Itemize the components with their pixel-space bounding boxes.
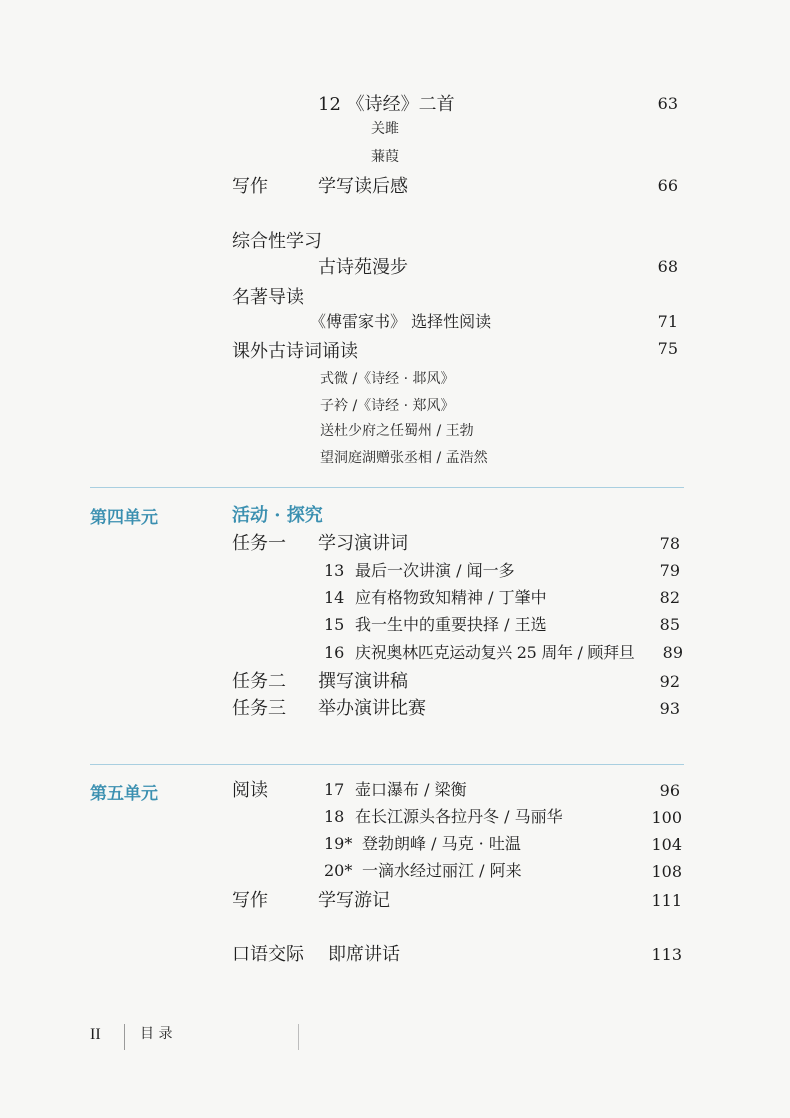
page-number: 63 [657,94,678,113]
lesson-number: 19* [324,834,353,853]
page-number: 111 [651,891,682,910]
lesson-title: 最后一次讲演 / 闻一多 [355,561,515,580]
lesson-title: 登勃朗峰 / 马克 · 吐温 [362,834,521,853]
unit-4-title: 第四单元 [90,508,158,528]
page-number: 113 [651,945,682,964]
footer-separator [124,1024,125,1050]
writing-title: 学写游记 [318,890,390,911]
poem-item: 望洞庭湖赠张丞相 / 孟浩然 [320,450,488,466]
task-3-title: 举办演讲比赛 [318,698,426,719]
task-2-label: 任务二 [232,671,286,692]
poem-title: 蒹葭 [371,149,399,165]
page-number: 89 [662,643,683,662]
lesson-title: 应有格物致知精神 / 丁肇中 [355,588,547,607]
lesson-number: 13 [324,561,345,580]
poem-title: 关雎 [371,121,399,137]
page-number: 108 [651,862,682,881]
footer-separator [298,1024,299,1050]
footer-page-number: II [90,1026,101,1043]
task-2-title: 撰写演讲稿 [318,671,408,692]
oral-title: 即席讲话 [328,944,400,965]
footer-section: 目 录 [140,1026,173,1042]
page-number: 68 [657,257,678,276]
lesson-title: 壶口瀑布 / 梁衡 [355,780,467,799]
lesson-title: 庆祝奥林匹克运动复兴 25 周年 / 顾拜旦 [355,643,635,662]
lesson-title: 在长江源头各拉丹冬 / 马丽华 [355,807,563,826]
page-number: 66 [657,176,678,195]
page-number: 79 [659,561,680,580]
classics-title: 《傅雷家书》 选择性阅读 [310,312,492,331]
lesson-number: 14 [324,588,345,607]
lesson-number: 16 [324,643,345,662]
lesson-12-title: 12 《诗经》二首 [318,94,455,115]
page-number: 100 [651,808,682,827]
comprehensive-label: 综合性学习 [232,231,322,252]
oral-label: 口语交际 [232,944,304,965]
page-number: 96 [659,781,680,800]
task-1-title: 学习演讲词 [318,533,408,554]
lesson-number: 18 [324,807,345,826]
poem-item: 式微 /《诗经 · 邶风》 [320,371,455,387]
lesson-number: 17 [324,780,345,799]
divider [90,764,684,765]
lesson-number: 15 [324,615,345,634]
poem-item: 送杜少府之任蜀州 / 王勃 [320,423,474,439]
extra-poems-label: 课外古诗词诵读 [232,341,358,362]
task-1-label: 任务一 [232,533,286,554]
poem-item: 子衿 /《诗经 · 郑风》 [320,398,455,414]
divider [90,487,684,488]
lesson-title: 我一生中的重要抉择 / 王选 [355,615,547,634]
reading-label: 阅读 [232,780,268,801]
writing-title: 学写读后感 [318,176,408,197]
comprehensive-title: 古诗苑漫步 [318,257,408,278]
activity-title: 活动 · 探究 [232,505,323,526]
page-number: 78 [659,534,680,553]
page-number: 104 [651,835,682,854]
lesson-title: 一滴水经过丽江 / 阿来 [362,861,522,880]
page-number: 92 [659,672,680,691]
page-number: 82 [659,588,680,607]
page-number: 75 [657,339,678,358]
task-3-label: 任务三 [232,698,286,719]
page-number: 85 [659,615,680,634]
writing-label: 写作 [232,176,268,197]
lesson-number: 20* [324,861,353,880]
unit-5-title: 第五单元 [90,784,158,804]
writing-label: 写作 [232,890,268,911]
classics-label: 名著导读 [232,287,304,308]
page-number: 93 [659,699,680,718]
page-number: 71 [657,312,678,331]
